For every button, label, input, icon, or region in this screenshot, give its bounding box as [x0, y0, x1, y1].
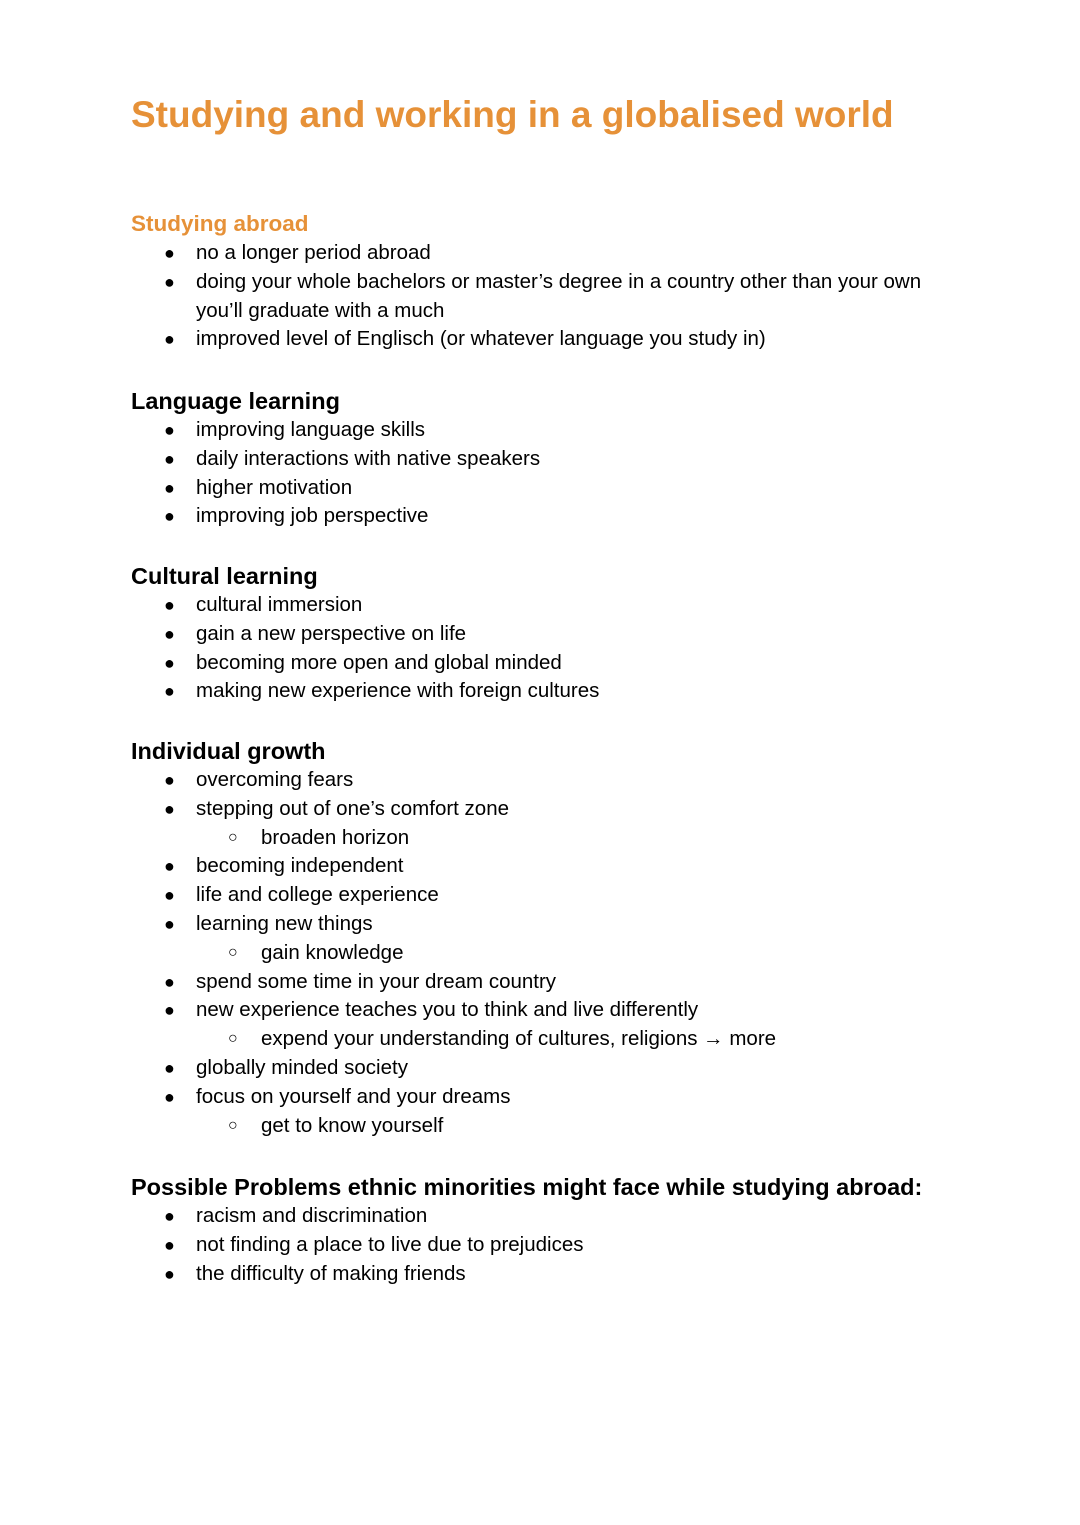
bullet-icon: ● — [164, 885, 175, 906]
list-item-text: spend some time in your dream country — [196, 969, 557, 993]
list-item — [131, 445, 991, 474]
list-item-text: life and college experience — [196, 883, 439, 907]
bullet-icon: ● — [164, 1206, 175, 1226]
list-item — [131, 649, 991, 678]
list-item — [131, 1260, 991, 1289]
list-item-text: broaden horizon — [261, 825, 410, 849]
bullet-icon: ● — [164, 477, 175, 498]
list-item-text: daily interactions with native speakers — [196, 446, 541, 470]
list-item-text: improving job perspective — [196, 504, 429, 528]
list-item-text: overcoming fears — [196, 768, 354, 791]
list-item-text: the difficulty of making friends — [196, 1261, 466, 1285]
bullet-icon: ● — [164, 1057, 175, 1078]
section-heading-individual-growth: Individual growth — [131, 738, 326, 764]
list-item-text: becoming more open and global minded — [196, 650, 562, 674]
list-item-text: becoming independent — [196, 854, 404, 878]
list-item-text: no a longer period abroad — [196, 241, 431, 264]
section-possible-problems — [131, 1172, 991, 1288]
list-item-text: doing your whole bachelors or master’s degree in a country other than your own you’ll graduate with a much — [196, 269, 922, 322]
list-item-text: cultural immersion — [196, 593, 363, 616]
bullet-list — [131, 239, 991, 354]
bullet-icon: ● — [164, 271, 175, 292]
list-item — [131, 416, 991, 445]
list-item — [131, 1231, 991, 1260]
bullet-icon: ● — [164, 506, 175, 527]
list-item-text: improved level of Englisch (or whatever language you study in) — [196, 327, 766, 351]
bullet-icon: ● — [164, 856, 175, 877]
list-item-text: globally minded society — [196, 1055, 408, 1079]
section-heading-cultural-learning: Cultural learning — [131, 563, 318, 589]
sub-list-item — [131, 824, 991, 853]
section-individual-growth — [131, 736, 991, 1140]
list-item — [131, 795, 991, 824]
list-item — [131, 325, 991, 354]
bullet-icon: ● — [164, 448, 175, 469]
sub-list-item — [131, 1025, 991, 1054]
list-item — [131, 1202, 991, 1231]
list-item-text: get to know yourself — [261, 1113, 444, 1137]
section-heading-studying-abroad: Studying abroad — [131, 211, 309, 236]
list-item — [131, 502, 991, 531]
list-item — [131, 910, 991, 939]
bullet-icon: ● — [164, 420, 175, 440]
list-item-text: gain knowledge — [261, 940, 404, 964]
list-item-text: higher motivation — [196, 475, 353, 499]
list-item — [131, 268, 926, 326]
hollow-bullet-icon: ○ — [228, 828, 238, 846]
bullet-icon: ● — [164, 329, 175, 350]
section-heading-possible-problems: Possible Problems ethnic minorities might face while studying abroad: — [131, 1174, 923, 1200]
list-item-text: stepping out of one’s comfort zone — [196, 796, 510, 820]
list-item-text: learning new things — [196, 911, 373, 935]
bullet-list — [131, 591, 991, 706]
bullet-icon: ● — [164, 681, 175, 702]
document-title: Studying and working in a globalised world — [131, 94, 894, 135]
section-cultural-learning — [131, 561, 991, 706]
sub-list-item — [131, 1112, 991, 1141]
section-studying-abroad — [131, 209, 991, 354]
list-item — [131, 591, 991, 620]
list-item — [131, 239, 991, 268]
bullet-icon: ● — [164, 770, 175, 790]
hollow-bullet-icon: ○ — [228, 1030, 238, 1048]
hollow-bullet-icon: ○ — [228, 1116, 238, 1134]
list-item — [131, 881, 991, 910]
list-item — [131, 1054, 991, 1083]
bullet-icon: ● — [164, 595, 175, 615]
list-item — [131, 968, 991, 997]
list-item — [131, 474, 991, 503]
list-item — [131, 852, 991, 881]
bullet-list — [131, 766, 991, 1140]
bullet-icon: ● — [164, 971, 175, 992]
list-item-text: focus on yourself and your dreams — [196, 1084, 511, 1108]
list-item — [131, 1083, 991, 1112]
bullet-icon: ● — [164, 1086, 175, 1107]
list-item — [131, 620, 991, 649]
list-item — [131, 677, 991, 706]
list-item-text: new experience teaches you to think and live differently — [196, 998, 699, 1022]
list-item — [131, 996, 991, 1025]
list-item-text: racism and discrimination — [196, 1204, 428, 1227]
bullet-icon: ● — [164, 1263, 175, 1284]
bullet-icon: ● — [164, 623, 175, 644]
bullet-icon: ● — [164, 798, 175, 819]
hollow-bullet-icon: ○ — [228, 943, 238, 961]
bullet-icon: ● — [164, 243, 175, 263]
bullet-icon: ● — [164, 913, 175, 934]
bullet-icon: ● — [164, 1234, 175, 1255]
section-heading-language-learning: Language learning — [131, 388, 340, 414]
bullet-icon: ● — [164, 1000, 175, 1021]
list-item-text: not finding a place to live due to prejudices — [196, 1232, 584, 1256]
sub-list-item — [131, 939, 991, 968]
list-item-text: making new experience with foreign cultures — [196, 679, 600, 703]
section-language-learning — [131, 386, 991, 531]
bullet-list — [131, 416, 991, 531]
list-item — [131, 766, 991, 795]
list-item-text: improving language skills — [196, 418, 426, 441]
list-item-text: gain a new perspective on life — [196, 621, 467, 645]
list-item-text: expend your understanding of cultures, religions → more — [261, 1027, 777, 1051]
bullet-list — [131, 1202, 991, 1288]
bullet-icon: ● — [164, 652, 175, 673]
